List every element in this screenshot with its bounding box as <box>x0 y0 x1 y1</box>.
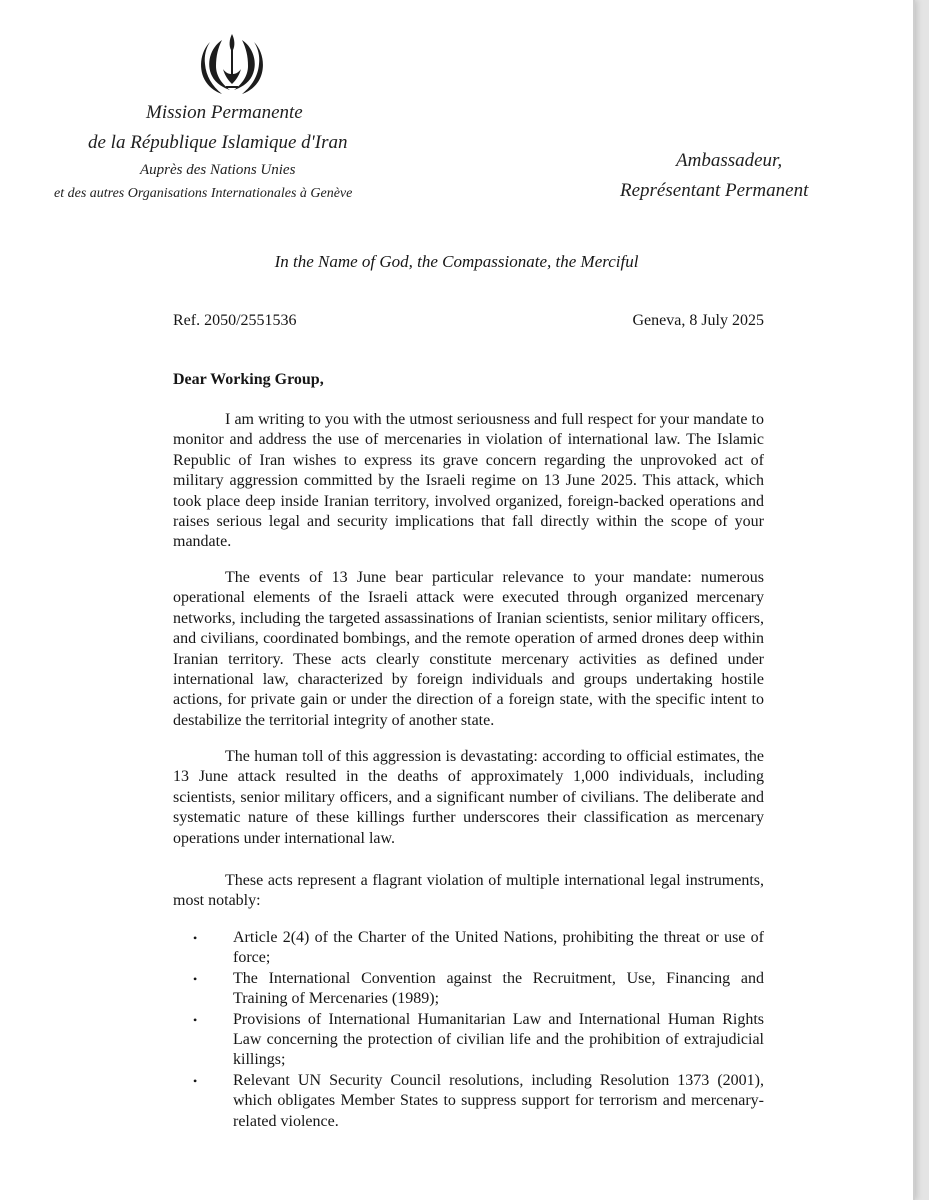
list-item <box>173 928 764 969</box>
list-item-text: Article 2(4) of the Charter of the United Nations, prohibiting the threat or use of force; <box>233 929 764 967</box>
bullet-icon: • <box>193 971 198 986</box>
salutation: Dear Working Group, <box>173 371 324 388</box>
body-paragraph: The events of 13 June bear particular relevance to your mandate: numerous operational elements of the Israeli attack were executed through organized mercenary networks, including the targeted assassinations of Iranian scientists, senior military officers, and civilians, coordinated bombings, and the remote operation of armed drones deep within Iranian territory. These acts clearly constitute mercenary activities as defined under international law, characterized by foreign individuals and groups undertaking hostile actions, for private gain or under the direction of a foreign state, with the specific intent to destabilize the territorial integrity of another state. <box>173 569 764 729</box>
mission-un-line: Auprès des Nations Unies <box>140 162 296 178</box>
body-paragraph: These acts represent a flagrant violation of multiple international legal instruments, most notably: <box>173 872 764 910</box>
bullet-icon: • <box>193 1012 198 1027</box>
list-item-text: Provisions of International Humanitarian Law and International Human Rights Law concerning the protection of civilian life and the prohibition of extrajudicial killings; <box>233 1010 764 1069</box>
reference-number: Ref. 2050/2551536 <box>173 312 297 329</box>
body-paragraph: I am writing to you with the utmost seriousness and full respect for your mandate to monitor and address the use of mercenaries in violation of international law. The Islamic Republic of Iran wishes to express its grave concern regarding the unprovoked act of military aggression committed by the Israeli regime on 13 June 2025. This attack, which took place deep inside Iranian territory, involved organized, foreign-backed operations and raises serious legal and security implications that fall directly within the scope of your mandate. <box>173 411 764 551</box>
ambassador-title: Ambassadeur, <box>676 150 783 171</box>
list-item-text: The International Convention against the Recruitment, Use, Financing and Training of Mercenaries (1989); <box>233 969 764 1008</box>
list-item-text: Relevant UN Security Council resolutions, including Resolution 1373 (2001), which obligates Member States to suppress support for terrorism and mercenary-related violence. <box>233 1071 764 1130</box>
mission-country-line: de la République Islamique d'Iran <box>88 132 348 153</box>
legal-instruments-list <box>173 928 764 1132</box>
emblem-of-iran-icon <box>196 30 268 96</box>
mission-organisations-line: et des autres Organisations Internationales à Genève <box>54 186 353 201</box>
bullet-icon: • <box>193 1073 198 1088</box>
representative-title: Représentant Permanent <box>620 180 809 201</box>
list-item <box>173 969 764 1010</box>
list-item <box>173 1071 764 1132</box>
letter-date: Geneva, 8 July 2025 <box>632 312 764 329</box>
bullet-icon: • <box>193 931 198 945</box>
mission-title-line: Mission Permanente <box>146 102 303 123</box>
body-paragraph: The human toll of this aggression is devastating: according to official estimates, the 13 June attack resulted in the deaths of approximately 1,000 individuals, including scientists, senior military officers, and a significant number of civilians. The deliberate and systematic nature of these killings further underscores their classification as mercenary operations under international law. <box>173 748 764 847</box>
list-item <box>173 1010 764 1071</box>
invocation: In the Name of God, the Compassionate, the Merciful <box>274 252 639 271</box>
